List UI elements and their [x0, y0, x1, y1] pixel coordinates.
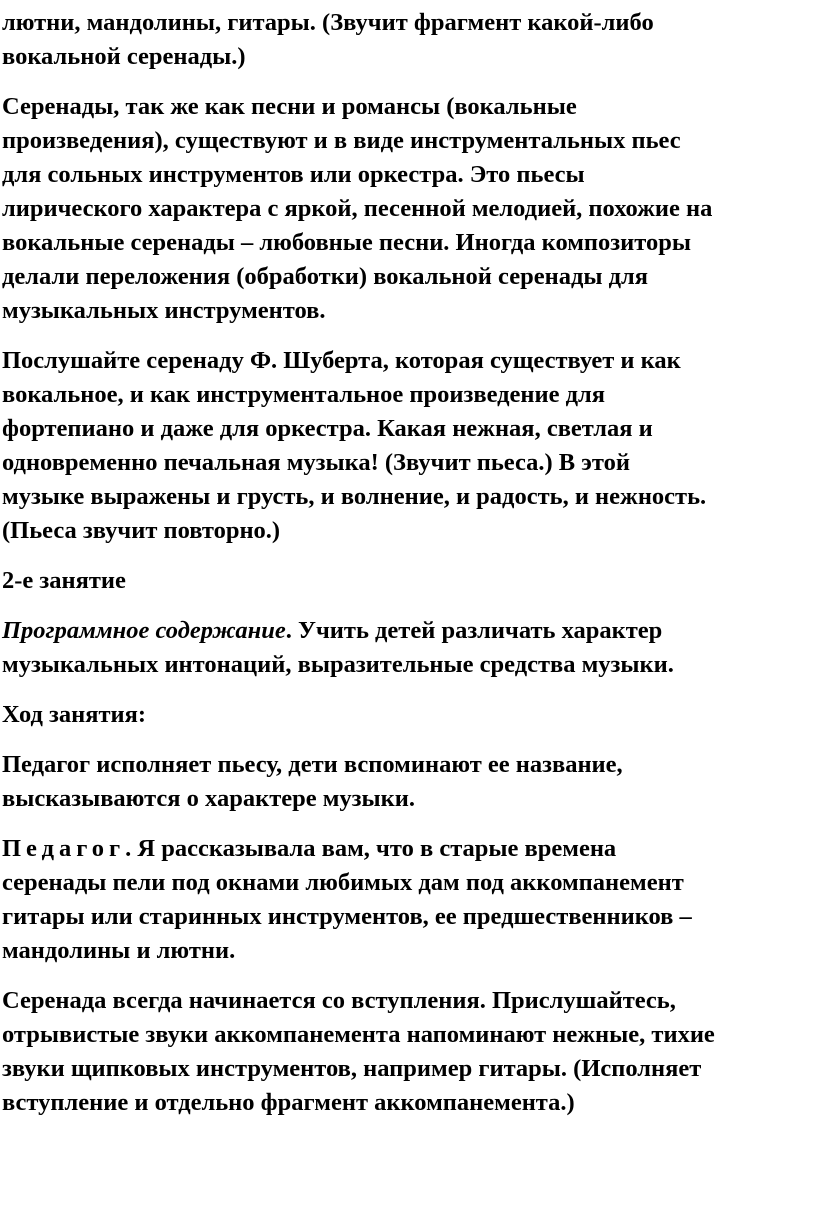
text-line: делали переложения (обработки) вокальной серенады для	[2, 263, 648, 290]
text-line: высказываются о характере музыки.	[2, 785, 416, 812]
paragraph-teacher-speech	[2, 832, 816, 968]
paragraph-intro-continuation	[2, 6, 816, 74]
paragraph-program-content	[2, 614, 816, 682]
paragraph-serenade-intro	[2, 984, 816, 1120]
text-line: произведения), существуют и в виде инструментальных пьес	[2, 127, 681, 154]
paragraph-schubert-serenade	[2, 344, 816, 548]
text-line: музыке выражены и грусть, и волнение, и радость, и нежность.	[2, 483, 707, 510]
text-line: гитары или старинных инструментов, ее предшественников –	[2, 903, 692, 930]
text-line: Послушайте серенаду Ф. Шуберта, которая существует и как	[2, 347, 681, 374]
text-line: Педагог исполняет пьесу, дети вспоминают ее название,	[2, 751, 623, 778]
text-line: Серенады, так же как песни и романсы (вокальные	[2, 93, 577, 120]
section-heading-lesson-2	[2, 564, 816, 598]
program-content-label: Программное содержание	[2, 617, 286, 644]
section-heading-lesson-course	[2, 698, 816, 732]
text-line: серенады пели под окнами любимых дам под аккомпанемент	[2, 869, 684, 896]
text-line: лютни, мандолины, гитары. (Звучит фрагмент какой-либо	[2, 9, 654, 36]
text-line: вокальные серенады – любовные песни. Иногда композиторы	[2, 229, 691, 256]
text-line: лирического характера с яркой, песенной мелодией, похожие на	[2, 195, 713, 222]
speaker-text: . Я рассказывала вам, что в старые времена	[125, 835, 617, 862]
text-line: одновременно печальная музыка! (Звучит пьеса.) В этой	[2, 449, 630, 476]
text-line: звуки щипковых инструментов, например гитары. (Исполняет	[2, 1055, 702, 1082]
text-line	[2, 832, 816, 866]
text-line: для сольных инструментов или оркестра. Это пьесы	[2, 161, 585, 188]
text-line: (Пьеса звучит повторно.)	[2, 517, 281, 544]
text-line: вокальное, и как инструментальное произведение для	[2, 381, 606, 408]
text-line	[2, 614, 816, 648]
heading-text: 2-е занятие	[2, 567, 126, 594]
text-line: музыкальных интонаций, выразительные средства музыки.	[2, 651, 674, 678]
text-line: вокальной серенады.)	[2, 43, 246, 70]
text-line: Серенада всегда начинается со вступления. Прислушайтесь,	[2, 987, 676, 1014]
program-content-text: . Учить детей различать характер	[285, 617, 663, 644]
speaker-label: Педагог	[2, 835, 126, 862]
text-line: фортепиано и даже для оркестра. Какая нежная, светлая и	[2, 415, 653, 442]
text-line: музыкальных инструментов.	[2, 297, 326, 324]
paragraph-teacher-plays	[2, 748, 816, 816]
text-line: мандолины и лютни.	[2, 937, 236, 964]
text-line: вступление и отдельно фрагмент аккомпанемента.)	[2, 1089, 575, 1116]
text-line: отрывистые звуки аккомпанемента напоминают нежные, тихие	[2, 1021, 715, 1048]
paragraph-serenades-instrumental	[2, 90, 816, 328]
heading-text: Ход занятия:	[2, 701, 147, 728]
